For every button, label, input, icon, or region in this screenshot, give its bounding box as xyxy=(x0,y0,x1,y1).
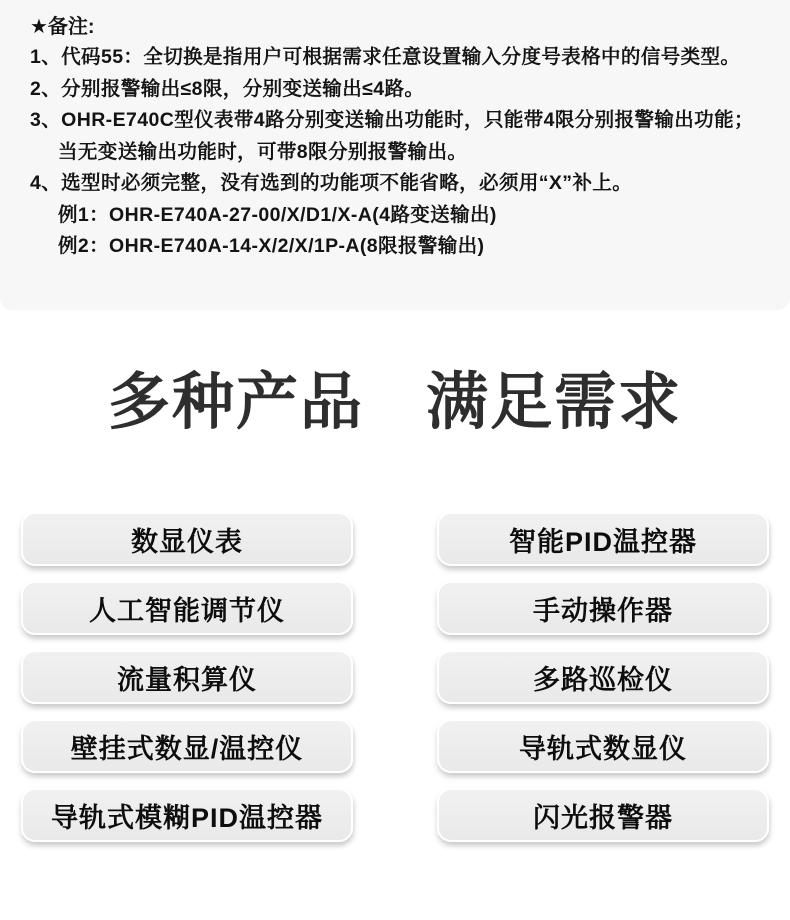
note-line-3: 3、OHR-E740C型仪表带4路分别变送输出功能时，只能带4限分别报警输出功能； xyxy=(30,109,754,131)
note-line-2: 2、分别报警输出≤8限，分别变送输出≤4路。 xyxy=(30,77,425,100)
product-button-multi-channel-scanner[interactable]: 多路巡检仪 xyxy=(437,650,769,704)
hero-title-left: 多种产品 xyxy=(107,368,364,437)
notes-title: ★备注: xyxy=(30,16,95,38)
product-column-right xyxy=(437,512,769,842)
note-line-1: 1、代码55：全切换是指用户可根据需求任意设置输入分度号表格中的信号类型。 xyxy=(30,46,741,68)
product-column-left xyxy=(21,512,353,842)
product-categories xyxy=(0,512,790,842)
note-line-3-continued: 当无变送输出功能时，可带8限分别报警输出。 xyxy=(58,140,468,163)
product-button-din-rail-display-meter[interactable]: 导轨式数显仪 xyxy=(437,719,769,773)
notes-section xyxy=(0,0,790,310)
product-button-manual-operator[interactable]: 手动操作器 xyxy=(437,581,769,635)
product-button-din-rail-fuzzy-pid-controller[interactable]: 导轨式模糊PID温控器 xyxy=(21,788,353,842)
product-button-ai-controller[interactable]: 人工智能调节仪 xyxy=(21,581,353,635)
hero-title xyxy=(0,366,790,440)
note-line-4: 4、选型时必须完整，没有选到的功能项不能省略，必须用“X”补上。 xyxy=(30,172,633,194)
product-button-smart-pid-temp-controller[interactable]: 智能PID温控器 xyxy=(437,512,769,566)
note-example-2: 例2：OHR-E740A-14-X/2/X/1P-A(8限报警输出) xyxy=(58,235,485,257)
product-button-digital-display-meter[interactable]: 数显仪表 xyxy=(21,512,353,566)
note-example-1: 例1：OHR-E740A-27-00/X/D1/X-A(4路变送输出) xyxy=(58,203,497,226)
product-button-flow-totalizer[interactable]: 流量积算仪 xyxy=(21,650,353,704)
product-button-wall-mounted-display-temp-controller[interactable]: 壁挂式数显/温控仪 xyxy=(21,719,353,773)
hero-title-right: 满足需求 xyxy=(426,368,683,437)
product-button-flash-alarm[interactable]: 闪光报警器 xyxy=(437,788,769,842)
